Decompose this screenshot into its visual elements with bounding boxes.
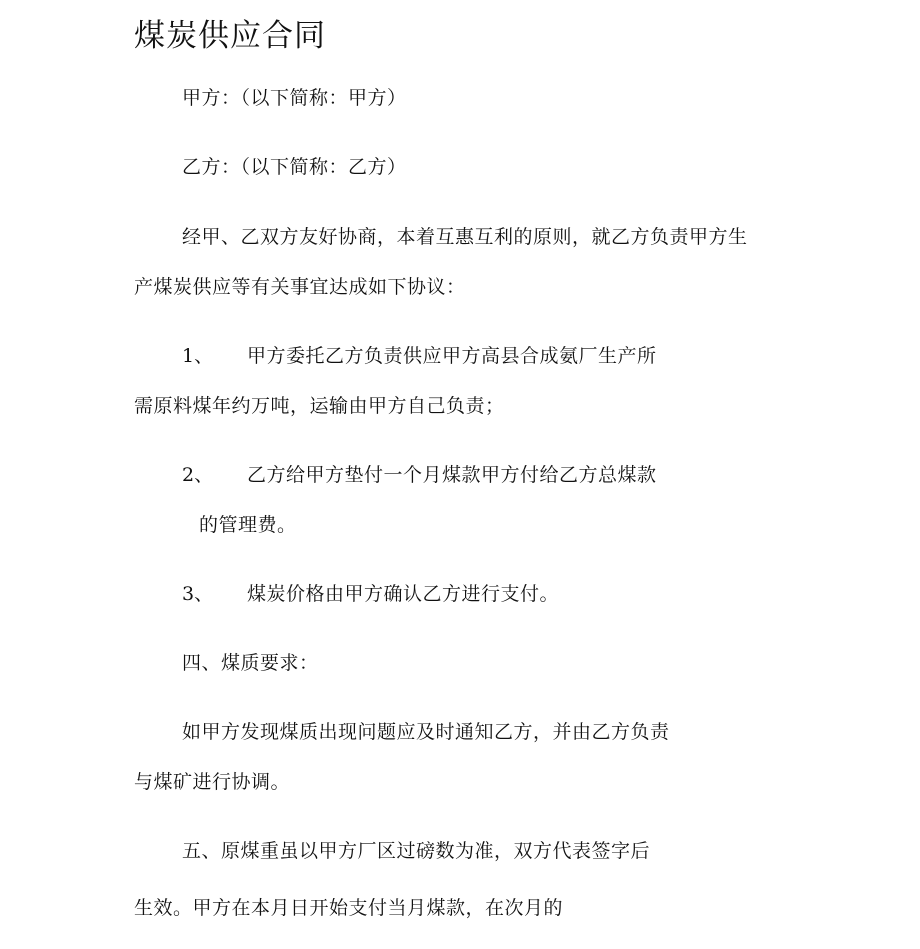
section-4-paragraph-line-1: 如甲方发现煤质出现问题应及时通知乙方，并由乙方负责: [182, 721, 670, 743]
party-b-line: 乙方：（以下简称：乙方）: [182, 156, 407, 178]
item-3-line-1: 煤炭价格由甲方确认乙方进行支付。: [247, 583, 560, 605]
section-4-heading: 四、煤质要求：: [182, 652, 319, 674]
item-3-number: 3、: [182, 583, 214, 605]
item-2-line-2: 的管理费。: [199, 514, 297, 536]
intro-paragraph-line-2: 产煤炭供应等有关事宜达成如下协议：: [134, 276, 466, 298]
document-title: 煤炭供应合同: [134, 18, 326, 54]
item-1-number: 1、: [182, 345, 214, 367]
section-5-paragraph-line-2: 生效。甲方在本月日开始支付当月煤款，在次月的: [134, 897, 564, 919]
item-2-line-1: 乙方给甲方垫付一个月煤款甲方付给乙方总煤款: [247, 464, 657, 486]
intro-paragraph-line-1: 经甲、乙双方友好协商，本着互惠互利的原则，就乙方负责甲方生: [182, 226, 748, 248]
section-4-paragraph-line-2: 与煤矿进行协调。: [134, 771, 291, 793]
item-1-line-2: 需原料煤年约万吨，运输由甲方自己负责；: [134, 395, 505, 417]
item-2-number: 2、: [182, 464, 214, 486]
section-5-paragraph-line-1: 五、原煤重虽以甲方厂区过磅数为准，双方代表签字后: [182, 840, 651, 862]
party-a-line: 甲方：（以下简称：甲方）: [182, 87, 407, 109]
item-1-line-1: 甲方委托乙方负责供应甲方高县合成氨厂生产所: [247, 345, 657, 367]
